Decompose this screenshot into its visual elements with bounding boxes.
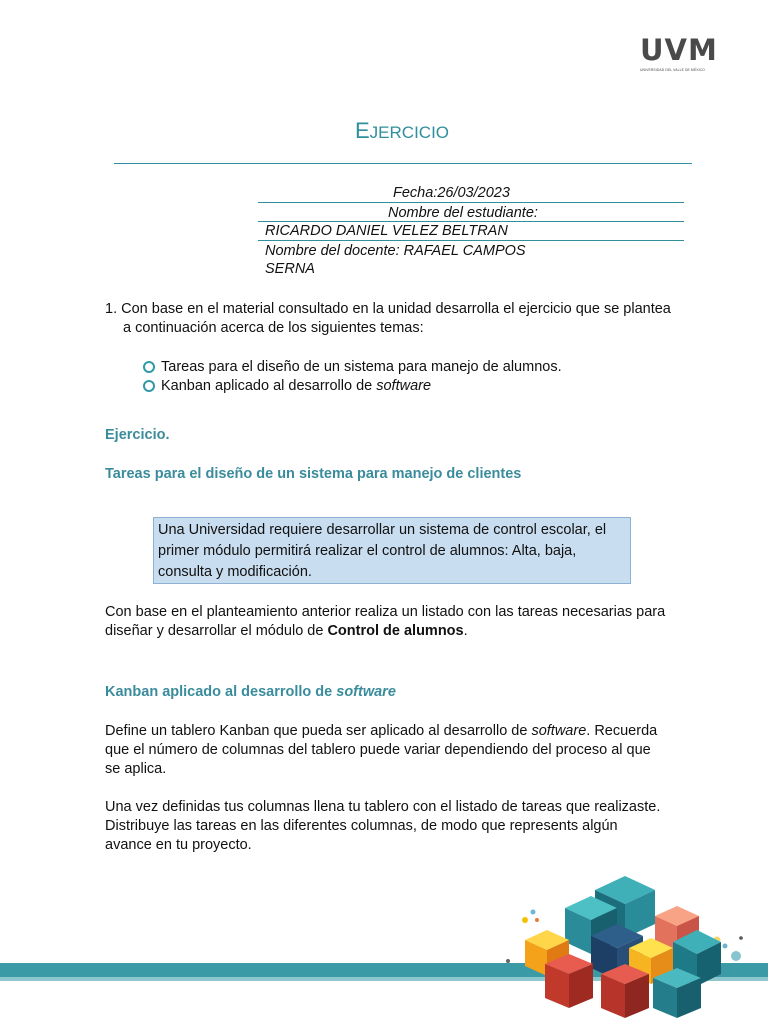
section-tareas: Tareas para el diseño de un sistema para manejo de clientes [105, 466, 522, 482]
title-initial: E [354, 118, 370, 143]
para2-italic: software [531, 723, 587, 739]
para1-bold: Control de alumnos [327, 623, 464, 639]
bullet-item-alumnos [143, 359, 562, 375]
section-ejercicio: Ejercicio. [105, 427, 170, 443]
para2-line-2: que el número de columnas del tablero puede variar dependiendo del proceso al que [105, 742, 651, 758]
case-line-1: Una Universidad requiere desarrollar un sistema de control escolar, el [158, 522, 607, 538]
page-title [0, 118, 768, 144]
para3-line-1: Una vez definidas tus columnas llena tu tablero con el listado de tareas que realizaste. [105, 799, 661, 815]
fecha: Fecha:26/03/2023 [393, 185, 510, 201]
logo-text: UVM [640, 33, 718, 67]
kanban-heading-italic: software [336, 684, 396, 700]
meta-estudiante-label-row [258, 204, 684, 222]
para1-end: . [463, 623, 468, 639]
docente-line-2: SERNA [265, 261, 315, 277]
uvm-logo [640, 33, 720, 72]
case-line-3: consulta y modificación. [158, 564, 312, 580]
case-box-text [158, 520, 625, 583]
estudiante-name: RICARDO DANIEL VELEZ BELTRAN [265, 223, 508, 239]
bullet-text-italic: software [376, 378, 432, 394]
meta-divider [258, 240, 684, 241]
para2-line-1 [105, 722, 687, 741]
bullet-item-kanban [143, 378, 431, 394]
para2-line-1-text: Define un tablero Kanban que pueda ser aplicado al desarrollo de [105, 723, 532, 739]
logo-subtext: UNIVERSIDAD DEL VALLE DE MÉXICO [640, 68, 705, 72]
meta-fecha-row [258, 184, 684, 202]
title-divider [114, 163, 692, 164]
para2-line-3: se aplica. [105, 761, 167, 777]
para3-line-3: avance en tu proyecto. [105, 837, 252, 853]
para1-line-1: Con base en el planteamiento anterior realiza un listado con las tareas necesarias para [105, 604, 666, 620]
kanban-heading-text: Kanban aplicado al desarrollo de [105, 684, 337, 700]
meta-docente-row [258, 242, 684, 278]
case-line-2: primer módulo permitirá realizar el control de alumnos: Alta, baja, [158, 543, 577, 559]
title-rest: JERCICIO [369, 123, 450, 142]
meta-estudiante-row [258, 222, 684, 240]
section-kanban [105, 684, 396, 700]
nombre-estudiante-label: Nombre del estudiante: [388, 205, 538, 221]
bullet-text: Tareas para el diseño de un sistema para manejo de alumnos. [161, 359, 562, 375]
bullet-text: Kanban aplicado al desarrollo de [161, 378, 377, 394]
circle-bullet-icon [143, 361, 155, 373]
instruction-line-1: 1. Con base en el material consultado en la unidad desarrolla el ejercicio que se plantea [105, 301, 671, 317]
docente-line-1: Nombre del docente: RAFAEL CAMPOS [265, 243, 526, 259]
paragraph-listado [105, 603, 687, 641]
para1-line-2-text: diseñar y desarrollar el módulo de [105, 623, 328, 639]
instruction [105, 300, 671, 338]
decorative-cubes-graphic [505, 868, 768, 1024]
instruction-line-2: a continuación acerca de los siguientes temas: [123, 320, 424, 336]
paragraph-columnas [105, 798, 687, 855]
paragraph-tablero [105, 722, 687, 779]
circle-bullet-icon [143, 380, 155, 392]
para2-end: . Recuerda [586, 723, 658, 739]
para3-line-2: Distribuye las tareas en las diferentes columnas, de modo que represents algún [105, 818, 618, 834]
meta-divider [258, 202, 684, 203]
para1-line-2 [105, 622, 687, 641]
